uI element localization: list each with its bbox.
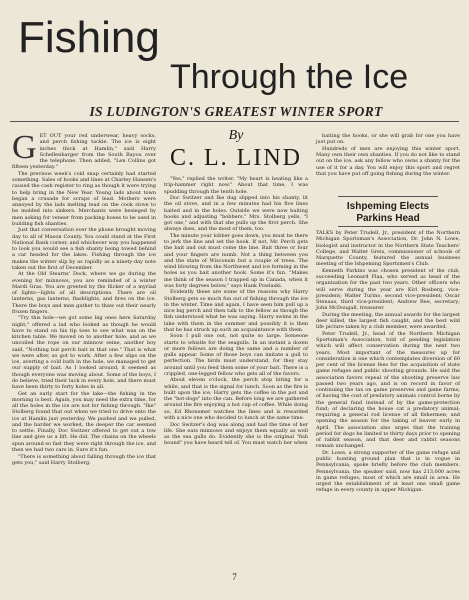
- paragraph: Get an early start for the lake—the fishing in the morning is best. Again, you may need the extra time, for all the holes in the ice are not for fishing through. "Ike" Stolberg found that out when we tried to drive onto the ice at Hamlin just yesterday. We pushed and we pulled, and the harder we worked, the deeper the car seemed to settle. Finally, Doc Switzer offered to get out a tow line and give us a lift. He did. The chains on the wheels spun around so fast they were right through the ice, and then we had two cars in. Sure it's fun.: [12, 390, 156, 453]
- paragraph: Just that conversation over the phone brought moving day to all of Mason County. You could stand at the First National Bank corner, and whichever way you happened to look you would see a fish shanty being towed behind a car headed for the lakes. Fishing through the ice makes the winter slip by as rapidly as a ninety-day note taken out the first of December.: [12, 227, 156, 271]
- byline: [164, 128, 308, 172]
- column-3-top: [316, 133, 460, 177]
- paragraph: Doc Switzer and Ike dug slipped into his shanty, lit the oil stove, and in a few minutes had his five lines baited and in the holes. Outside we were now baiting hooks and adjusting "bobbers." Mrs. Stolberg yells, "I got one," and with that she pulls up the first perch. She always does, and the most of them, too.: [164, 195, 308, 233]
- paragraph: Hundreds of men are enjoying this winter sport. Many own their own shanties. If you do not like to stand out on the ice, ask any fellow who owns a shanty for the use of it for a day. You will enjoy this sport and regret that you have put off going fishing during the winter.: [316, 145, 460, 177]
- subhead-line1: Ishpeming Elects: [346, 201, 430, 212]
- paragraph: At the Old Stearns' Dock, where we go during the evening for minnows, you are reminded of a winter Mardi Gras. You are greeted by the flicker of a myriad of lights—lights of all descriptions. There are oil lanterns, gas lanterns, flashlights, and fires on the ice. There the boys and men gather to thaw out their nearly frozen fingers.: [12, 271, 156, 315]
- paragraph: [12, 129, 156, 171]
- paragraph: Evidently these are some of the reasons why Harry Stolberg gets so much fun out of fishing through the ice in the winter. Time and again, I have seen him pull up a nice big perch and then talk to the fellow as though the fish understood what he was saying. Harry swims in the lake with them in the summer and possibly it is then that he has struck up such an acquaintance with them.: [164, 289, 308, 333]
- paragraph: Soon I pull one out, not quite so large. Someone starts to whistle for the seagulls. In an instant a dozen or more fellows are doing the same and a number of gulls appear. Some of those boys can imitate a gull to perfection. The birds must understand, for they stay around until you feed them some of your bait. There is a crippled, one-legged fellow who gets all of the favors.: [164, 333, 308, 377]
- paragraph: About eleven o'clock, the perch stop biting for a while, and that is the signal for lunch. Soon as the fire is built upon the ice, Harry gets the coffee in the pot and the "hot-dogs" into the can. Before long we are gathered around the fire enjoying a hot cup of coffee. While doing so, Ed Rhonemer watches the lines and is rewarded with a nice one who decided to lunch at the same time.: [164, 377, 308, 421]
- subhead: [316, 201, 460, 225]
- headline-rule: [10, 121, 459, 122]
- paragraph: Doc Switzer's dog was along and had the time of her life. She eats minnows and enjoys them equally as well as the sea gulls do. Evidently she is the original "fish hound" you have heard tell of. You must watch her when: [164, 421, 308, 447]
- paragraph: Kenneth Parkins was chosen president of the club, succeeding Leonard Flaa, who served as head of the organization for the past two years. Other officers who will serve during the year are Kirl Rosberg, vice-president; Walter Turino, second vice-president; Oscar Stenaas, third vice-president; Andrew Ree, secretary; John McDougall, treasurer.: [316, 267, 460, 312]
- page-number: 7: [232, 572, 237, 582]
- column-1: [12, 129, 156, 466]
- article-headline: IS LUDINGTON'S GREATEST WINTER SPORT: [89, 104, 383, 119]
- column-2: [164, 176, 308, 447]
- subhead-rule-bottom: [338, 226, 438, 227]
- paragraph: baiting the hooks, or she will grab for one you have just put on.: [316, 133, 460, 146]
- column-3-bottom: [316, 230, 460, 494]
- paragraph: Dr. Lowe, a strong supporter of the game refuge and public hunting ground plan that is in vogue in Pennsylvania, spoke briefly before the club members. Pennsylvania, the speaker said, now has 213,000 acres in game refuges, most of which are small in area. He urged the establishment of at least one small game refuge in every county in upper Michigan.: [316, 449, 460, 494]
- paragraph: During the meeting, the annual awards for the largest deer killed, the largest fish caught, and the best wild life picture taken by a club member, were awarded.: [316, 311, 460, 331]
- paragraph: TALKS by Peter Trudell, Jr., president of the Northern Michigan Sportsman's Association, Dr. John N. Lowe, biologist and instructor in the Northern State Teachers' College, and Walter Greis, commissioner of schools of Marquette County, featured the annual business meeting of the Ishpeming Sportsmen's Club.: [316, 230, 460, 268]
- paragraph: The minute your lobber goes down, you must be there to jerk the line and set the hook. If not, Mr. Perch gets the bait and out must come the line. Bait three or four and your fingers are numb. Not a thing between you and the state of Wisconsin but a couple of trees. The wind blowing from the Northwest and ice forming in the holes as you bait another hook. Some it's fun. "Makes me think of the season I trapped up in Canada, when it was forty degrees below," says Hank Powlaski.: [164, 232, 308, 289]
- subhead-rule-top: [338, 196, 438, 197]
- paragraph: "There is something about falling through the ice that gets you," said Harry Stolberg.: [12, 453, 156, 466]
- byline-author: C. L. LIND: [170, 145, 302, 171]
- article-title-line2: Through the Ice: [170, 58, 409, 96]
- drop-cap: G: [12, 129, 37, 166]
- paragraph: Peter Trudell, Jr., head of the Northern Michigan Sportsman's Association, told of pending legislation which will affect conservation during the next two years. Most important of the measures up for consideration is one which contemplates diversion of 60 per cent of the license fees for the acquisition of state game refuges and public shooting grounds. He said the association favors repeal of the shooting preserve law passed two years ago, and is on record in favor of continuing the tax on game preserves and game farms; of having the cost of predatory animals control borne by the general fund instead of by the game-protection fund; of declaring the house cat a predatory animal; requiring a general rod license of all fishermen; and opening the season for the taking of beaver early in April. The association also urges that the training period for dogs be limited to thirty days prior to opening of rabbit season, and that deer and rabbit seasons remain unchanged.: [316, 330, 461, 450]
- article-title-line1: Fishing: [18, 13, 160, 62]
- paragraph: "Try this hole—we got some big ones here Saturday night," offered a lad who looked as though he would have to stand on his tip toes to see what was on the kitchen table. We moved on to another hole, and as we uncoiled the rope on our minnow seine, another boy said, "Nothing but perch bait in that one." That is what we were after, so got to work. After a few slips on the ice, averting a cold bath in the hole, we managed to get our supply of bait. As I looked around, it seemed as though everyone was moving about. Some of the boys, I do believe, tried their luck in every hole, and there must have been thirty to forty holes in all.: [12, 315, 156, 391]
- paragraph-text: ET OUT your red underwear, heavy socks, and perch fishing tackle. The ice is eight inches thick at Hamlin," said Harry Schellenbarger from the South Bayou over the telephone. Then added, "Len Collins got fifteen yesterday.": [12, 133, 156, 171]
- byline-by: By: [228, 128, 244, 143]
- paragraph: The previous week's cold snap certainly had started something. Sales of hooks and lines at Charley Hansen's caused the cash register to ring as though it were trying to help bring in the New Year. Young lads about town began a crusade for scraps of lead. Mothers were annoyed by the lads melting lead on the cook stove to be molded into sinkers. Merchants were besieged by men asking for veneer from packing boxes to be used in building fish shanties.: [12, 170, 156, 227]
- subhead-line2: Parkins Head: [356, 213, 420, 224]
- paragraph: "Yes," replied the writer. "My heart is beating like a trip-hammer right now." About that time, I was spudding through the tenth hole.: [164, 176, 308, 195]
